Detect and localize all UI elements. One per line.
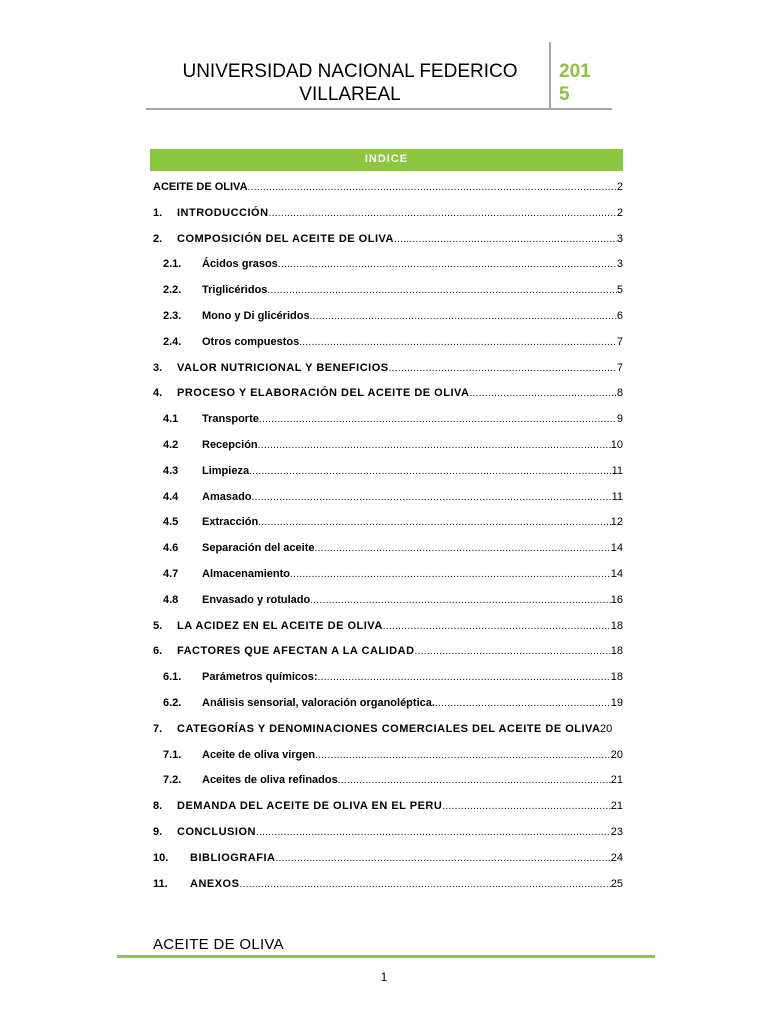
toc-entry-number: 2. bbox=[153, 232, 163, 245]
toc-entry-leader-dots bbox=[239, 879, 610, 890]
toc-entry-leader-dots bbox=[269, 208, 617, 219]
toc-entry-page: 21 bbox=[610, 800, 623, 813]
toc-entry-title: Parámetros químicos: bbox=[202, 671, 318, 684]
toc-entry[interactable] bbox=[153, 413, 623, 439]
toc-entry-leader-dots bbox=[290, 569, 611, 580]
toc-entry[interactable] bbox=[153, 697, 623, 723]
toc-entry-leader-dots bbox=[394, 234, 617, 245]
toc-entry[interactable] bbox=[153, 336, 623, 362]
toc-entry-number: 4.6 bbox=[163, 542, 179, 555]
toc-entry-leader-dots bbox=[275, 853, 610, 864]
toc-entry-page: 3 bbox=[616, 258, 623, 271]
toc-entry[interactable] bbox=[153, 439, 623, 465]
toc-entry-leader-dots bbox=[389, 363, 617, 374]
toc-entry[interactable] bbox=[153, 362, 623, 388]
toc-entry-leader-dots bbox=[435, 698, 611, 709]
toc-entry-title: Separación del aceite bbox=[202, 542, 315, 555]
header-year: 2015 bbox=[559, 61, 591, 105]
header-divider-horizontal bbox=[146, 108, 612, 110]
toc-entry-page: 2 bbox=[616, 181, 623, 193]
toc-entry-page: 14 bbox=[610, 567, 623, 580]
toc-entry-title: Aceite de oliva virgen bbox=[202, 748, 316, 761]
toc-entry[interactable] bbox=[153, 491, 623, 517]
toc-entry[interactable] bbox=[153, 310, 623, 336]
toc-entry-number: 2.4. bbox=[163, 335, 182, 348]
toc-entry-leader-dots bbox=[258, 440, 611, 451]
toc-entry-leader-dots bbox=[383, 621, 611, 632]
toc-entry-page: 14 bbox=[610, 542, 623, 555]
toc-entry-number: 9. bbox=[153, 825, 163, 838]
toc-entry-page: 21 bbox=[610, 774, 623, 787]
toc-entry-leader-dots bbox=[258, 517, 611, 528]
toc-entry-number: 8. bbox=[153, 800, 163, 813]
toc-entry-title: BIBLIOGRAFIA bbox=[190, 851, 276, 864]
toc-entry-number: 2.2. bbox=[163, 284, 182, 297]
toc-entry-title: Almacenamiento bbox=[202, 567, 291, 580]
toc-entry-page: 20 bbox=[610, 748, 623, 761]
toc-entry-page: 24 bbox=[610, 851, 623, 864]
toc-entry-title: ACEITE DE OLIVA bbox=[153, 181, 248, 193]
toc-entry-number: 4.3 bbox=[163, 464, 179, 477]
toc-entry[interactable] bbox=[153, 852, 623, 878]
toc-entry-number: 6. bbox=[153, 645, 163, 658]
toc-entry[interactable] bbox=[153, 258, 623, 284]
toc-entry-leader-dots bbox=[315, 750, 611, 761]
toc-entry-page: 7 bbox=[616, 335, 623, 348]
toc-entry[interactable] bbox=[153, 826, 623, 852]
toc-entry-number: 4.1 bbox=[163, 413, 179, 426]
toc-entry-number: 4.7 bbox=[163, 567, 179, 580]
toc-entry-leader-dots bbox=[278, 259, 617, 270]
toc-entry-page: 8 bbox=[616, 387, 623, 400]
toc-entry-title: Envasado y rotulado bbox=[202, 593, 311, 606]
toc-entry-leader-dots bbox=[252, 492, 612, 503]
toc-entry-title: DEMANDA DEL ACEITE DE OLIVA EN EL PERU bbox=[177, 800, 443, 813]
toc-entry-title: CATEGORÍAS Y DENOMINACIONES COMERCIALES DEL ACEITE DE OLIVA bbox=[177, 722, 601, 735]
toc-entry-leader-dots bbox=[318, 672, 611, 683]
toc-entry-title: ANEXOS bbox=[190, 877, 240, 890]
toc-entry[interactable] bbox=[153, 800, 623, 826]
toc-entry-number: 6.1. bbox=[163, 671, 182, 684]
toc-entry-number: 11. bbox=[153, 877, 168, 890]
toc-entry-title: FACTORES QUE AFECTAN A LA CALIDAD bbox=[177, 645, 415, 658]
toc-entry-leader-dots bbox=[442, 801, 610, 812]
toc-entry[interactable] bbox=[153, 465, 623, 491]
toc-entry-page: 9 bbox=[616, 413, 623, 426]
header-divider-vertical bbox=[549, 42, 551, 110]
toc-entry-number: 2.1. bbox=[163, 258, 182, 271]
toc-entry-page: 5 bbox=[616, 284, 623, 297]
toc-entry-number: 3. bbox=[153, 361, 163, 374]
toc-entry-page: 20 bbox=[600, 722, 613, 735]
toc-entry-leader-dots bbox=[249, 466, 612, 477]
toc-entry-number: 5. bbox=[153, 619, 163, 632]
toc-entry-title: COMPOSICIÓN DEL ACEITE DE OLIVA bbox=[177, 232, 394, 245]
toc-entry-leader-dots bbox=[415, 646, 611, 657]
toc-entry-page: 12 bbox=[610, 516, 623, 529]
toc-entry-title: Transporte bbox=[202, 413, 259, 426]
toc-entry-title: Recepción bbox=[202, 438, 258, 451]
toc-entry-page: 6 bbox=[616, 309, 623, 322]
toc-entry-title: CONCLUSION bbox=[177, 825, 256, 838]
toc-entry-number: 2.3. bbox=[163, 309, 182, 322]
toc-entry-number: 7.1. bbox=[163, 748, 182, 761]
toc-entry-page: 2 bbox=[616, 206, 623, 219]
toc-entry-title: Ácidos grasos bbox=[202, 258, 278, 271]
toc-entry-title: Aceites de oliva refinados bbox=[202, 774, 338, 787]
footer-rule bbox=[117, 955, 655, 958]
toc-entry-page: 23 bbox=[610, 825, 623, 838]
toc-entry-title: LA ACIDEZ EN EL ACEITE DE OLIVA bbox=[177, 619, 383, 632]
toc-entry-page: 18 bbox=[610, 645, 623, 658]
toc-entry-title: PROCESO Y ELABORACIÓN DEL ACEITE DE OLIVA bbox=[177, 387, 470, 400]
toc-entry-page: 25 bbox=[610, 877, 623, 890]
toc-entry-leader-dots bbox=[310, 595, 611, 606]
toc-entry-page: 10 bbox=[610, 438, 623, 451]
toc-entry-number: 7. bbox=[153, 722, 163, 735]
toc-entry[interactable] bbox=[153, 207, 623, 233]
toc-list bbox=[153, 181, 623, 903]
toc-entry-leader-dots bbox=[259, 414, 617, 425]
toc-entry-leader-dots bbox=[315, 543, 611, 554]
toc-entry-number: 4. bbox=[153, 387, 163, 400]
toc-title-banner: INDICE bbox=[150, 149, 623, 171]
toc-entry-leader-dots bbox=[338, 775, 611, 786]
toc-entry[interactable] bbox=[153, 594, 623, 620]
toc-entry-number: 10. bbox=[153, 851, 169, 864]
toc-entry-title: VALOR NUTRICIONAL Y BENEFICIOS bbox=[177, 361, 389, 374]
toc-entry[interactable] bbox=[153, 774, 623, 800]
toc-entry-page: 16 bbox=[610, 593, 623, 606]
toc-entry[interactable] bbox=[153, 542, 623, 568]
toc-entry-leader-dots bbox=[256, 827, 611, 838]
toc-entry-page: 11 bbox=[611, 490, 623, 503]
toc-entry[interactable] bbox=[153, 387, 623, 413]
toc-entry-title: Otros compuestos bbox=[202, 335, 300, 348]
toc-entry-title: Extracción bbox=[202, 516, 259, 529]
toc-entry-number: 4.5 bbox=[163, 516, 179, 529]
toc-entry-title: INTRODUCCIÓN bbox=[177, 206, 269, 219]
toc-entry[interactable] bbox=[153, 181, 623, 207]
toc-entry-leader-dots bbox=[267, 285, 616, 296]
toc-entry-number: 4.8 bbox=[163, 593, 179, 606]
toc-entry-page: 11 bbox=[611, 464, 623, 477]
toc-entry[interactable] bbox=[153, 723, 623, 749]
toc-entry-page: 18 bbox=[610, 619, 623, 632]
toc-entry[interactable] bbox=[153, 878, 623, 904]
toc-entry[interactable] bbox=[153, 284, 623, 310]
toc-entry-page: 18 bbox=[610, 671, 623, 684]
toc-entry[interactable] bbox=[153, 568, 623, 594]
toc-entry-title: Amasado bbox=[202, 490, 252, 503]
toc-entry[interactable] bbox=[153, 516, 623, 542]
toc-entry-page: 3 bbox=[616, 232, 623, 245]
toc-entry-number: 1. bbox=[153, 206, 163, 219]
toc-entry-number: 6.2. bbox=[163, 696, 182, 709]
toc-entry-title: Mono y Di glicéridos bbox=[202, 309, 310, 322]
toc-entry-leader-dots bbox=[310, 311, 617, 322]
toc-entry[interactable] bbox=[153, 749, 623, 775]
header-title: UNIVERSIDAD NACIONAL FEDERICO VILLAREAL bbox=[182, 61, 518, 105]
toc-entry-number: 4.4 bbox=[163, 490, 179, 503]
toc-entry-leader-dots bbox=[248, 182, 617, 193]
toc-entry-page: 19 bbox=[610, 696, 623, 709]
toc-entry-number: 4.2 bbox=[163, 438, 179, 451]
toc-entry-leader-dots bbox=[469, 388, 616, 399]
toc-entry[interactable] bbox=[153, 645, 623, 671]
toc-entry[interactable] bbox=[153, 620, 623, 646]
toc-entry-title: Limpieza bbox=[202, 464, 250, 477]
page-number: 1 bbox=[380, 970, 388, 984]
toc-entry-leader-dots bbox=[299, 337, 617, 348]
toc-entry-page: 7 bbox=[616, 361, 623, 374]
toc-entry-number: 7.2. bbox=[163, 774, 182, 787]
toc-entry-title: Análisis sensorial, valoración organoléptica. bbox=[202, 696, 435, 709]
footer-text: ACEITE DE OLIVA bbox=[153, 936, 284, 953]
toc-entry-title: Triglicéridos bbox=[202, 284, 268, 297]
toc-entry[interactable] bbox=[153, 233, 623, 259]
toc-entry[interactable] bbox=[153, 671, 623, 697]
